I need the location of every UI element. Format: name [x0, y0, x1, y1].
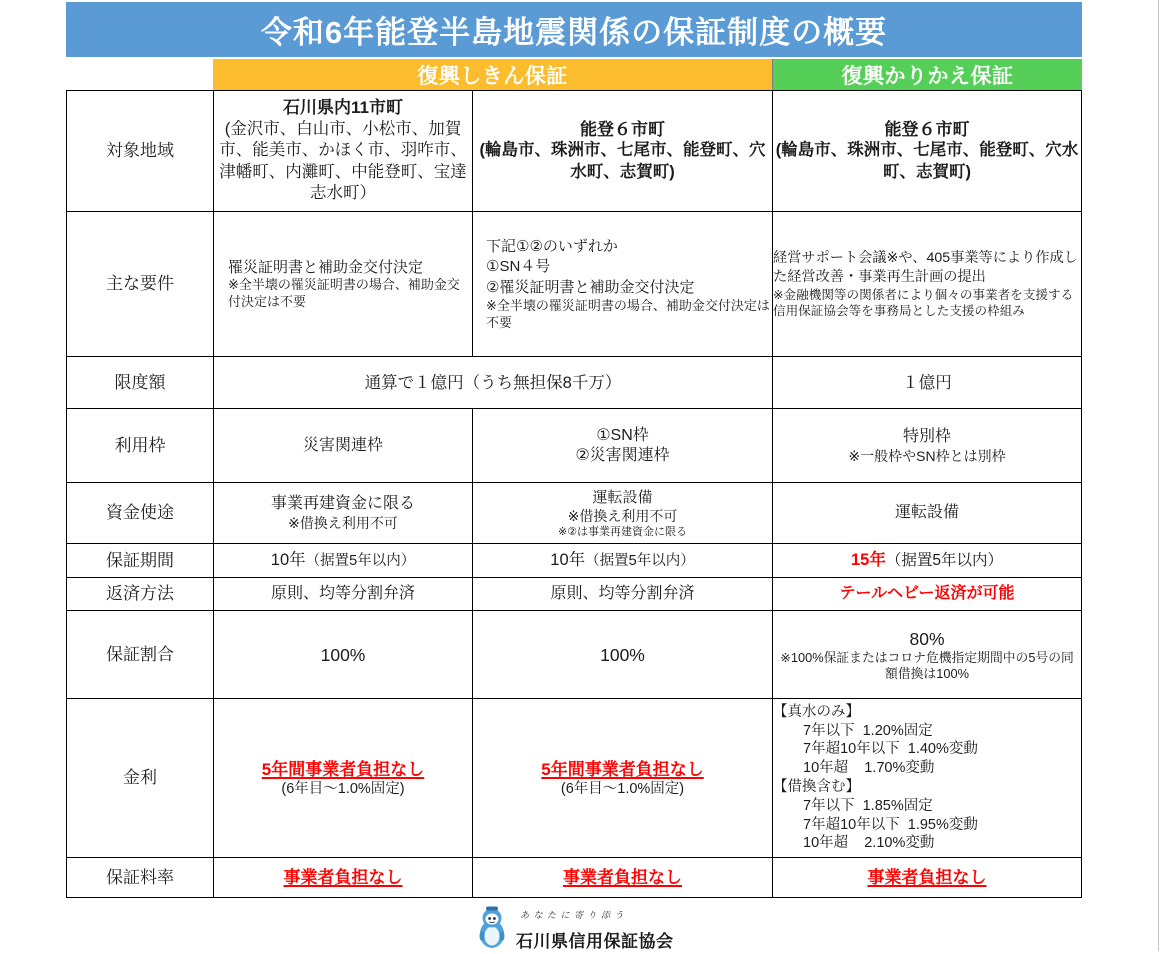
use-of-funds-note: ※借換え利用不可 — [567, 507, 678, 524]
fee-rate-text: 事業者負担なし — [283, 867, 403, 887]
repayment-karikae-cell: テールヘビー返済が可能 — [773, 578, 1081, 610]
title-bar — [66, 2, 1082, 57]
use-of-funds-main: 事業再建資金に限る — [270, 495, 415, 512]
mascot-logo-icon — [477, 905, 507, 949]
repayment-shikin-ishikawa-cell: 原則、均等分割弁済 — [214, 578, 472, 610]
period-text — [550, 550, 694, 571]
rate-line: 7年超10年以下 1.95%変動 — [803, 816, 978, 833]
requirement-text: ②罹災証明書と補助金交付決定 — [486, 278, 695, 296]
quota-note: ※一般枠やSN枠とは別枠 — [848, 447, 1006, 464]
coverage-karikae-cell — [773, 611, 1081, 698]
row-label-period: 保証期間 — [67, 544, 213, 577]
use-of-funds-karikae-cell: 運転設備 — [773, 483, 1081, 543]
row-label-coverage: 保証割合 — [67, 611, 213, 698]
area-name-ishikawa: 石川県内11市町 — [283, 98, 403, 118]
rate-group-heading: 【真水のみ】 — [773, 703, 860, 720]
requirements-shikin-noto-cell — [473, 212, 772, 356]
fee-rate-shikin-noto-cell — [473, 858, 772, 897]
row-label-quota: 利用枠 — [67, 409, 213, 482]
interest-main: 5年間事業者負担なし — [541, 759, 704, 779]
period-karikae-cell — [773, 544, 1081, 577]
requirements-shikin-ishikawa-cell — [214, 212, 472, 356]
row-label-requirements: 主な要件 — [67, 212, 213, 356]
rate-group-heading: 【借換含む】 — [773, 779, 860, 795]
requirements-karikae-cell — [773, 212, 1081, 356]
period-text — [851, 550, 1003, 571]
row-label-fee-rate: 保証料率 — [67, 858, 213, 897]
requirement-text: 経営サポート会議※や、405事業等により作成した経営改善・事業再生計画の提出 — [773, 250, 1078, 285]
use-of-funds-subnote: ※②は事業再建資金に限る — [557, 525, 688, 538]
interest-karikae-cell — [773, 699, 1081, 857]
requirement-note: ※金融機関等の関係者により個々の事業者を支援する信用保証協会等を事務局とした支援の枠組み — [773, 288, 1074, 318]
use-of-funds-shikin-noto-cell — [473, 483, 772, 543]
period-shikin-noto-cell — [473, 544, 772, 577]
period-years: 10年 — [550, 551, 586, 569]
quota-line: ①SN枠 — [596, 426, 649, 444]
window-edge-divider — [1158, 0, 1159, 951]
period-shikin-ishikawa-cell — [214, 544, 472, 577]
fee-rate-text: 事業者負担なし — [867, 867, 987, 887]
fee-rate-shikin-ishikawa-cell — [214, 858, 472, 897]
organization-name: 石川県信用保証協会 — [516, 932, 674, 951]
header-shikin-guarantee — [213, 59, 772, 90]
rate-line: 7年以下 1.20%固定 — [803, 722, 933, 739]
period-grace: （据置5年以内） — [305, 553, 416, 569]
quota-karikae-cell — [773, 409, 1081, 482]
coverage-shikin-ishikawa-cell: 100% — [214, 611, 472, 698]
row-label-limit: 限度額 — [67, 357, 213, 408]
use-of-funds-note: ※借換え利用不可 — [288, 515, 398, 531]
fee-rate-karikae-cell — [773, 858, 1081, 897]
quota-main: 特別枠 — [902, 427, 951, 445]
page-title: 令和6年能登半島地震関係の保証制度の概要 — [260, 15, 888, 50]
rate-line: 10年超 2.10%変動 — [803, 835, 935, 852]
area-name-noto-karikae: 能登６市町 — [884, 119, 970, 139]
interest-sub: (6年目～1.0%固定) — [560, 780, 685, 797]
comparison-table — [66, 90, 1082, 898]
municipality-list-noto: (輪島市、珠洲市、七尾市、能登町、穴水町、志賀町) — [479, 141, 766, 181]
row-label-interest: 金利 — [67, 699, 213, 857]
footer-tagline: あなたに寄り添う — [520, 910, 629, 920]
coverage-note: ※100%保証またはコロナ危機指定期間中の5号の同額借換は100% — [780, 649, 1074, 681]
period-years-emphasis: 15年 — [851, 551, 886, 569]
requirement-text: ①SN４号 — [486, 258, 551, 276]
coverage-shikin-noto-cell: 100% — [473, 611, 772, 698]
interest-shikin-noto-cell — [473, 699, 772, 857]
interest-shikin-ishikawa-cell — [214, 699, 472, 857]
use-of-funds-main: 運転設備 — [592, 488, 653, 506]
quota-shikin-ishikawa-cell: 災害関連枠 — [214, 409, 472, 482]
repayment-shikin-noto-cell: 原則、均等分割弁済 — [473, 578, 772, 610]
rate-line: 7年超10年以下 1.40%変動 — [803, 741, 978, 758]
period-years: 10年 — [270, 551, 306, 569]
area-name-noto: 能登６市町 — [580, 119, 665, 139]
requirement-text: 罹災証明書と補助金交付決定 — [228, 259, 424, 276]
target-area-karikae-cell — [773, 91, 1081, 211]
use-of-funds-shikin-ishikawa-cell — [214, 483, 472, 543]
fee-rate-text: 事業者負担なし — [563, 867, 682, 887]
target-area-shikin-noto-cell — [473, 91, 772, 211]
header-karikae-guarantee — [772, 59, 1082, 90]
row-label-use-of-funds: 資金使途 — [67, 483, 213, 543]
municipality-list-noto-karikae: (輪島市、珠洲市、七尾市、能登町、穴水町、志賀町) — [775, 141, 1079, 181]
municipality-list-ishikawa: (金沢市、白山市、小松市、加賀市、能美市、かほく市、羽咋市、津幡町、内灘町、中能登町、宝達志水町） — [219, 119, 467, 203]
requirement-text: 下記①②のいずれか — [486, 237, 618, 255]
rate-line: 10年超 1.70%変動 — [803, 760, 935, 777]
period-grace: （据置5年以内） — [585, 553, 695, 569]
coverage-main: 80% — [909, 628, 945, 649]
quota-line: ②災害関連枠 — [575, 446, 670, 464]
requirement-note: ※全半壊の罹災証明書の場合、補助金交付決定は不要 — [228, 277, 460, 309]
period-text — [271, 550, 415, 571]
quota-shikin-noto-cell — [473, 409, 772, 482]
requirement-note: ※全半壊の罹災証明書の場合、補助金交付決定は不要 — [486, 298, 770, 330]
interest-sub: (6年目～1.0%固定) — [281, 780, 405, 797]
limit-karikae-cell: １億円 — [773, 357, 1081, 408]
rate-line: 7年以下 1.85%固定 — [803, 797, 933, 814]
row-label-target-area: 対象地域 — [67, 91, 213, 211]
header-karikae-label: 復興かりかえ保証 — [841, 64, 1014, 88]
row-label-repayment: 返済方法 — [67, 578, 213, 610]
interest-main: 5年間事業者負担なし — [261, 759, 425, 779]
limit-shikin-cell: 通算で１億円（うち無担保8千万） — [214, 357, 772, 408]
period-grace: （据置5年以内） — [885, 552, 1003, 569]
header-shikin-label: 復興しきん保証 — [417, 64, 568, 88]
target-area-shikin-ishikawa-cell — [214, 91, 472, 211]
